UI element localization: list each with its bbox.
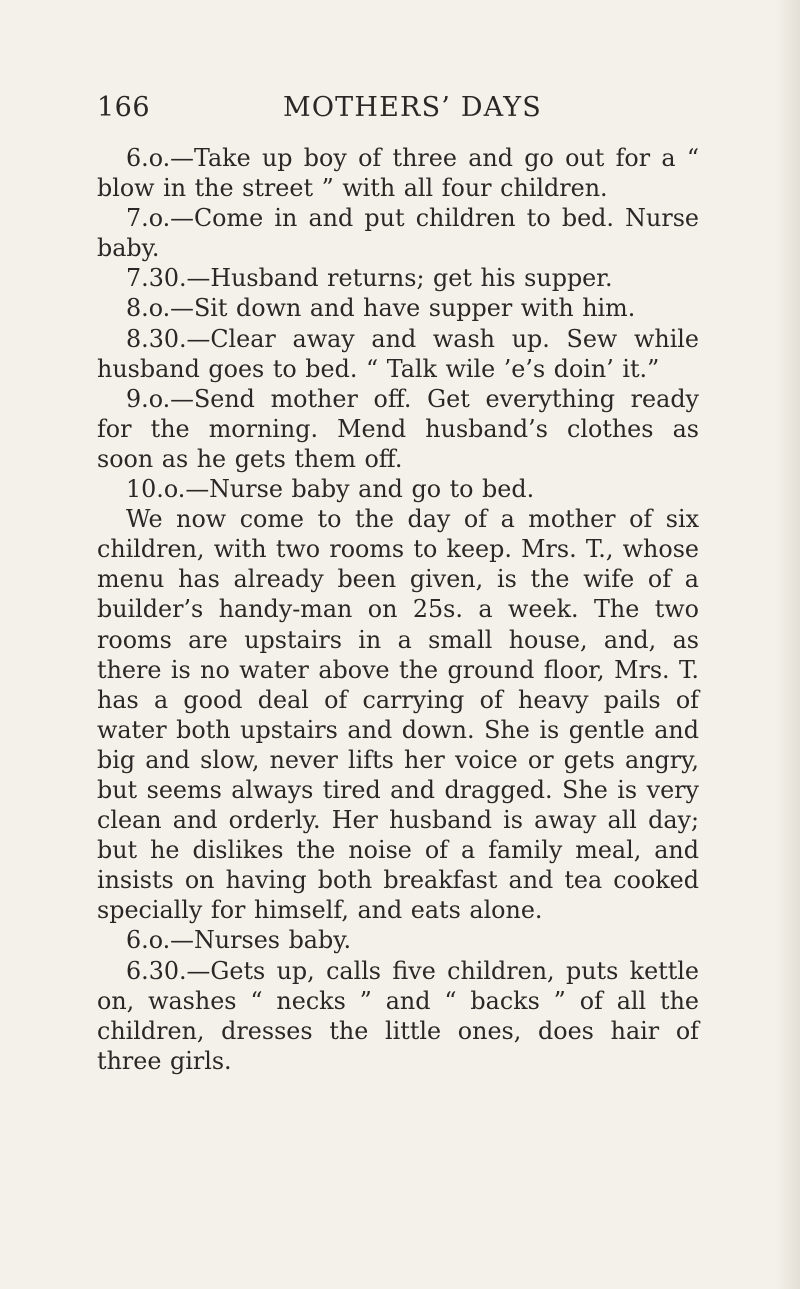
running-head <box>97 88 717 128</box>
schedule-entry-7-30: 7.30.—Husband returns; get his supper. <box>126 264 613 293</box>
schedule-entry-8-00: 8.o.—Sit down and have supper with him. <box>126 294 636 323</box>
schedule-entry-6-00: 6.o.—Take up boy of three and go out for a “ blow in the street ” with all four children. <box>97 144 699 203</box>
running-title: MOTHERS’ DAYS <box>283 92 543 123</box>
page-edge-shadow <box>776 0 800 1289</box>
schedule-entry-10-00: 10.o.—Nurse baby and go to bed. <box>126 475 535 504</box>
schedule-entry-8-30: 8.30.—Clear away and wash up. Sew while husband goes to bed. “ Talk wile ’e’s doin’ it.” <box>97 324 699 383</box>
page-number: 166 <box>97 92 151 123</box>
body-text <box>97 143 699 1076</box>
narrative-paragraph: We now come to the day of a mother of six children, with two rooms to keep. Mrs. T., whose menu has already been given, is the wife of a builder’s handy-man on 25s. a week. The two rooms are upstairs in a small house, and, as there is no water above the ground floor, Mrs. T. has a good deal of carrying of heavy pails of water both upstairs and down. She is gentle and big and slow, never lifts her voice or gets angry, but seems always tired and dragged. She is very clean and orderly. Her husband is away all day; but he dislikes the noise of a family meal, and insists on having both breakfast and tea cooked specially for himself, and eats alone. <box>97 505 699 925</box>
schedule-entry-6-30-mrs-t: 6.30.—Gets up, calls five children, puts kettle on, washes “ necks ” and “ backs ” of all the children, dresses the little ones, does hair of three girls. <box>97 956 699 1075</box>
schedule-entry-9-00: 9.o.—Send mother off. Get everything ready for the morning. Mend husband’s clothes as soon as he gets them off. <box>97 384 699 473</box>
schedule-entry-7-00: 7.o.—Come in and put children to bed. Nurse baby. <box>97 204 699 263</box>
schedule-entry-6-00-mrs-t: 6.o.—Nurses baby. <box>126 926 352 955</box>
